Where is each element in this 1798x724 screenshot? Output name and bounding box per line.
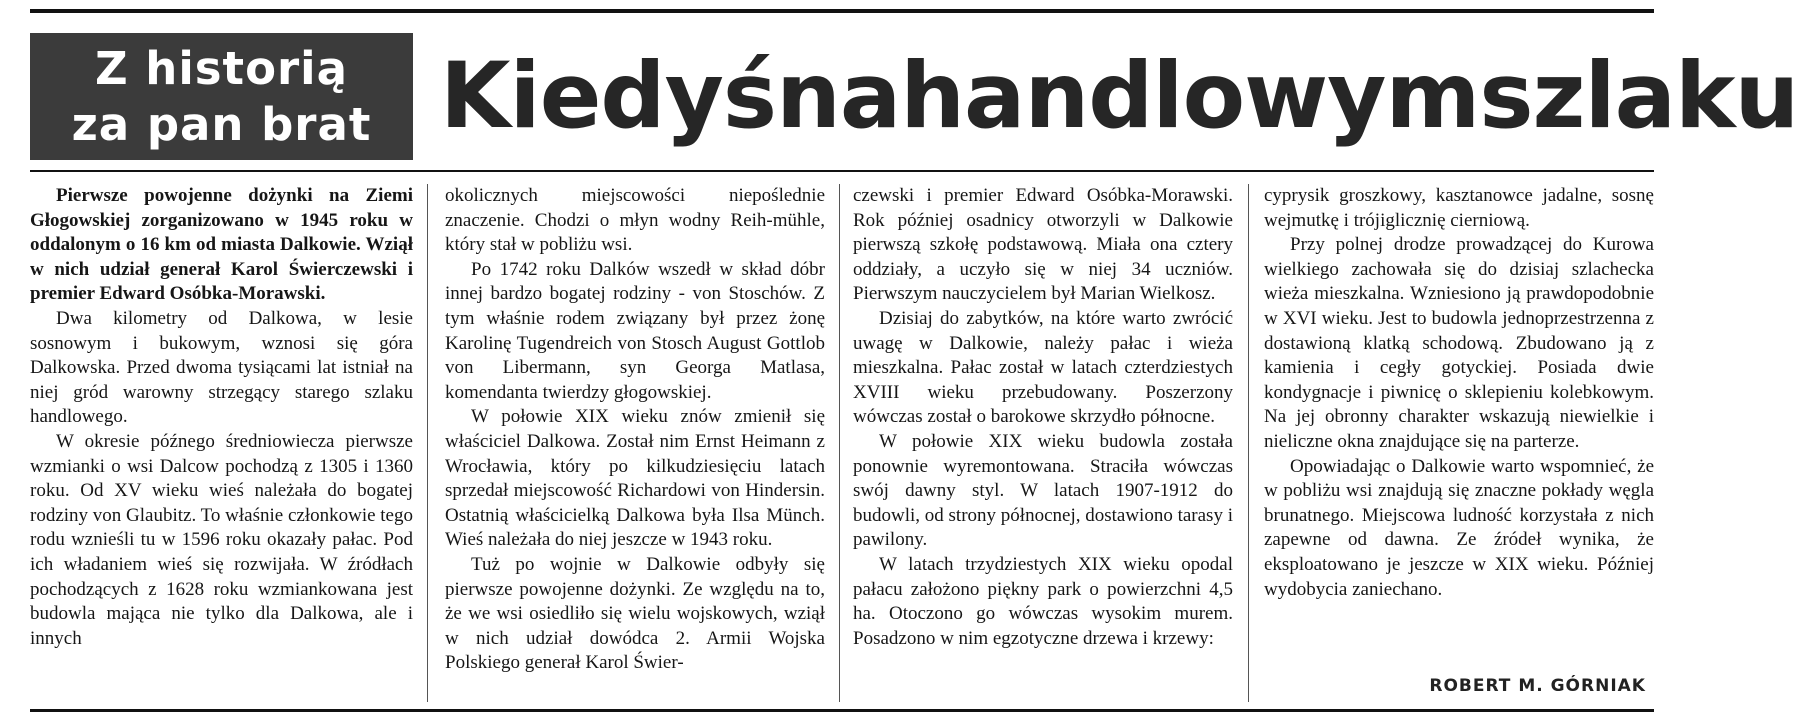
article-headline [440,36,1798,158]
body-paragraph: Tuż po wojnie w Dalkowie odbyły się pierwsze powojenne dożynki. Ze względu na to, że we wsi osiedliło się wielu wojskowych, wziął w nich udział dowódca 2. Armii Wojska Polskiego generał Karol Świer- [445,553,825,674]
body-paragraph: W latach trzydziestych XIX wieku opodal pałacu założono piękny park o powierzchni 4,5 ha. Otoczono go wówczas wysokim murem. Posadzono w nim egzotyczne drzewa i krzewy: [853,553,1233,649]
continued-paragraph: cyprysik groszkowy, kasztanowce jadalne, sosnę wejmutkę i trójiglicznię cierniową. [1264,185,1654,231]
text-column-3 [853,184,1233,696]
rubric-line-1: Z historią [95,42,348,95]
column-divider [1248,184,1249,702]
lead-paragraph: Pierwsze powojenne dożynki na Ziemi Głogowskiej zorganizowano w 1945 roku w oddalonym o 16 km od miasta Dalkowie. Wziął w nich udział generał Karol Świerczewski i premier Edward Osóbka-Morawski. [30,185,413,305]
body-paragraph: W połowie XIX wieku budowla została ponownie wyremontowana. Straciła wówczas swój dawny styl. W latach 1907-1912 do budowli, od strony północnej, dostawiono tarasy i pawilony. [853,430,1233,551]
body-paragraph: Dzisiaj do zabytków, na które warto zwrócić uwagę w Dalkowie, należy pałac i wieża mieszkalna. Pałac został w latach czterdziestych XVIII wieku przebudowany. Poszerzony wówczas został o barokowe skrzydło północne. [853,307,1233,428]
column-divider [427,184,428,702]
text-column-2 [445,184,825,696]
section-rubric [30,33,413,160]
text-column-4 [1264,184,1654,696]
author-byline: ROBERT M. GÓRNIAK [1429,676,1646,696]
headline-rule [30,170,1654,172]
body-paragraph: Dwa kilometry od Dalkowa, w lesie sosnowym i bukowym, wznosi się góra Dalkowska. Przed dwoma tysiącami lat istniał na niej gród warowny strzegący starego szlaku handlowego. [30,307,413,428]
column-divider [839,184,840,702]
body-paragraph: Po 1742 roku Dalków wszedł w skład dóbr innej bardzo bogatej rodziny - von Stoschów. Z tym właśnie rodem związany był przez żonę Karolinę Tugendreich von Stosch August Gottlob von Libermann, syn Georga Matlasa, komendanta twierdzy głogowskiej. [445,258,825,403]
rubric-line-2: za pan brat [71,98,372,151]
continued-paragraph: okolicznych miejscowości niepoślednie znaczenie. Chodzi o młyn wodny Reih-mühle, który stał w pobliżu wsi. [445,185,825,256]
text-column-1 [30,184,413,696]
top-rule [30,9,1654,13]
body-paragraph: Przy polnej drodze prowadzącej do Kurowa wielkiego zachowała się do dzisiaj szlachecka wieża mieszkalna. Wzniesiono ją prawdopodobnie w XVI wieku. Jest to budowla jednoprzestrzenna z dostawioną klatką schodową. Zbudowano ją z kamienia i cegły gotyckiej. Posiada dwie kondygnacje i piwnicę o sklepieniu kolebkowym. Na jej obronny charakter wskazują niewielkie i nieliczne okna znajdujące się na parterze. [1264,234,1654,452]
headline-word: handlowym [900,44,1480,149]
headline-word: na [776,44,901,149]
body-paragraph: W połowie XIX wieku znów zmienił się właściciel Dalkowa. Został nim Ernst Heimann z Wrocławia, który po kilkudziesięciu latach sprzedał miejscowość Richardowi von Hindersin. Ostatnią właścicielką Dalkowa była Ilsa Münch. Wieś należała do niej jeszcze w 1943 roku. [445,406,825,551]
headline-word: szlaku [1479,44,1798,149]
headline-word: Kiedyś [440,44,777,149]
body-paragraph: Opowiadając o Dalkowie warto wspomnieć, że w pobliżu wsi znajdują się znaczne pokłady węgla brunatnego. Miejscowa ludność korzystała z nich zapewne od dawna. Ze źródeł wynika, że eksploatowano je jeszcze w XIX wieku. Później wydobycia zaniechano. [1264,455,1654,600]
continued-paragraph: czewski i premier Edward Osóbka-Morawski. Rok później osadnicy otworzyli w Dalkowie pierwszą szkołę podstawową. Miała ona cztery oddziały, a uczyło się w niej 34 uczniów. Pierwszym nauczycielem był Marian Wielkosz. [853,185,1233,305]
bottom-rule [30,709,1654,712]
body-paragraph: W okresie późnego średniowiecza pierwsze wzmianki o wsi Dalcow pochodzą z 1305 i 1360 roku. Od XV wieku wieś należała do bogatej rodziny von Glaubitz. To właśnie członkowie tego rodu wznieśli tu w 1596 roku okazały pałac. Pod ich władaniem wieś się rozwijała. W źródłach pochodzących z 1628 roku wzmiankowana jest budowla mająca nie tylko dla Dalkowa, ale i innych [30,430,413,649]
